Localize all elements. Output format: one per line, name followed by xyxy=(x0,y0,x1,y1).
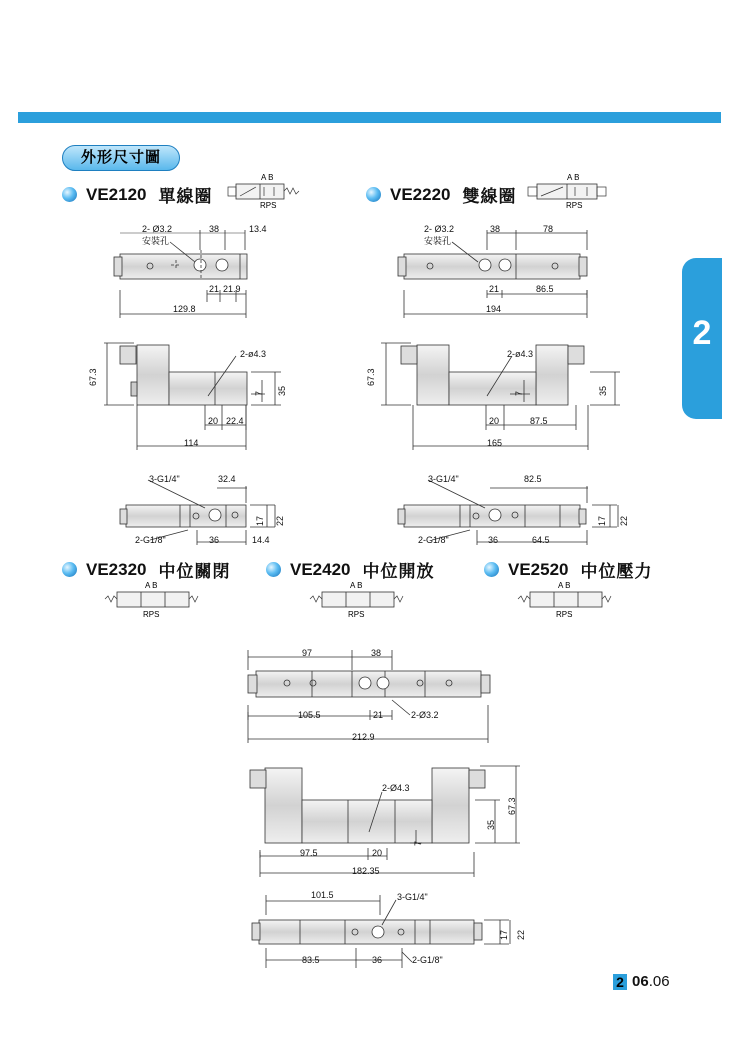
dim-label: 17 xyxy=(255,515,265,526)
dim-label: 21 xyxy=(373,710,384,720)
dim-label: 14.4 xyxy=(252,535,270,545)
dim-label: 7 xyxy=(514,390,524,396)
dim-label: 3-G1/4" xyxy=(149,474,180,484)
dim-label: 2-ø4.3 xyxy=(240,349,267,359)
dim-label: 13.4 xyxy=(249,224,267,234)
symbol-ports-bottom: RPS xyxy=(143,610,160,619)
dim-label: 182.35 xyxy=(352,866,380,876)
model-desc: 中位壓力 xyxy=(580,562,653,582)
dim-label: 32.4 xyxy=(218,474,236,484)
dim-label: 35 xyxy=(277,385,287,396)
dim-label: 安裝孔 xyxy=(424,236,452,246)
dim-label: 20 xyxy=(489,416,500,426)
model-name: VE2320 xyxy=(86,559,147,579)
symbol-ports-top: A B xyxy=(350,581,363,590)
dim-label: 67.3 xyxy=(88,368,98,386)
dim-label: 82.5 xyxy=(524,474,542,484)
dim-label: 7 xyxy=(413,840,423,846)
model-name: VE2120 xyxy=(86,184,147,204)
dim-label: 2-G1/8" xyxy=(418,535,449,545)
dim-label: 67.3 xyxy=(366,368,376,386)
model-name: VE2420 xyxy=(290,559,351,579)
page-number xyxy=(632,974,670,990)
dim-label: 105.5 xyxy=(298,710,321,720)
symbol-ports-bottom: RPS xyxy=(566,201,583,210)
dim-label: 86.5 xyxy=(536,284,554,294)
dim-label: 78 xyxy=(543,224,554,234)
dim-label: 36 xyxy=(372,955,383,965)
symbol-ports-top: A B xyxy=(567,173,580,182)
model-desc: 單線圈 xyxy=(158,187,213,207)
symbol-ports-bottom: RPS xyxy=(348,610,365,619)
dim-label: 17 xyxy=(499,929,509,940)
dim-label: 2-ø4.3 xyxy=(507,349,534,359)
dim-label: 21.9 xyxy=(223,284,241,294)
dim-label: 安裝孔 xyxy=(142,236,170,246)
symbol-ports-top: A B xyxy=(261,173,274,182)
page-number-main: 06 xyxy=(632,973,649,990)
dim-label: 22 xyxy=(275,515,285,526)
dim-label: 38 xyxy=(371,648,382,658)
ve2220-side-view xyxy=(381,343,620,450)
model-name: VE2220 xyxy=(390,184,451,204)
dim-label: 38 xyxy=(490,224,501,234)
model-name: VE2520 xyxy=(508,559,569,579)
dim-label: 67.3 xyxy=(507,797,517,815)
symbol-ports-bottom: RPS xyxy=(260,201,277,210)
dim-label: 2-Ø3.2 xyxy=(411,710,439,720)
model-desc: 中位開放 xyxy=(362,562,435,582)
dim-label: 35 xyxy=(598,385,608,396)
page-chapter-badge: 2 xyxy=(613,974,627,990)
dim-label: 2- Ø3.2 xyxy=(424,224,455,234)
model-desc: 雙線圈 xyxy=(462,187,517,207)
dim-label: 87.5 xyxy=(530,416,548,426)
dim-label: 83.5 xyxy=(302,955,320,965)
page-number-suffix: .06 xyxy=(648,973,670,990)
dim-label: 194 xyxy=(486,304,502,314)
dim-label: 2-G1/8" xyxy=(412,955,443,965)
dim-label: 2- Ø3.2 xyxy=(142,224,173,234)
dim-label: 21 xyxy=(489,284,500,294)
dim-label: 129.8 xyxy=(173,304,196,314)
dim-label: 64.5 xyxy=(532,535,550,545)
dim-label: 36 xyxy=(209,535,220,545)
dim-label: 36 xyxy=(488,535,499,545)
dim-label: 22 xyxy=(619,515,629,526)
section-title: 外形尺寸圖 xyxy=(62,145,180,171)
dim-label: 2-Ø4.3 xyxy=(382,783,410,793)
dim-label: 165 xyxy=(487,438,503,448)
dim-label: 114 xyxy=(184,438,199,448)
dim-label: 3-G1/4" xyxy=(428,474,459,484)
dim-label: 3-G1/4" xyxy=(397,892,428,902)
dim-label: 21 xyxy=(209,284,220,294)
dim-label: 35 xyxy=(486,819,496,830)
dim-label: 20 xyxy=(208,416,219,426)
dim-label: 22 xyxy=(516,929,526,940)
dim-label: 2-G1/8" xyxy=(135,535,166,545)
dim-label: 17 xyxy=(597,515,607,526)
symbol-ports-top: A B xyxy=(145,581,158,590)
dim-label: 38 xyxy=(209,224,220,234)
dim-label: 7 xyxy=(254,390,264,396)
dim-label: 97 xyxy=(302,648,313,658)
dim-label: 101.5 xyxy=(311,890,334,900)
dim-label: 212.9 xyxy=(352,732,375,742)
symbol-ports-bottom: RPS xyxy=(556,610,573,619)
model-desc: 中位關閉 xyxy=(158,562,231,582)
chapter-tab-label: 2 xyxy=(692,314,712,352)
ve2320-top-view xyxy=(248,650,490,743)
symbol-ports-top: A B xyxy=(558,581,571,590)
chapter-tab xyxy=(682,258,722,419)
dim-label: 22.4 xyxy=(226,416,244,426)
dim-label: 20 xyxy=(372,848,383,858)
dim-label: 97.5 xyxy=(300,848,318,858)
